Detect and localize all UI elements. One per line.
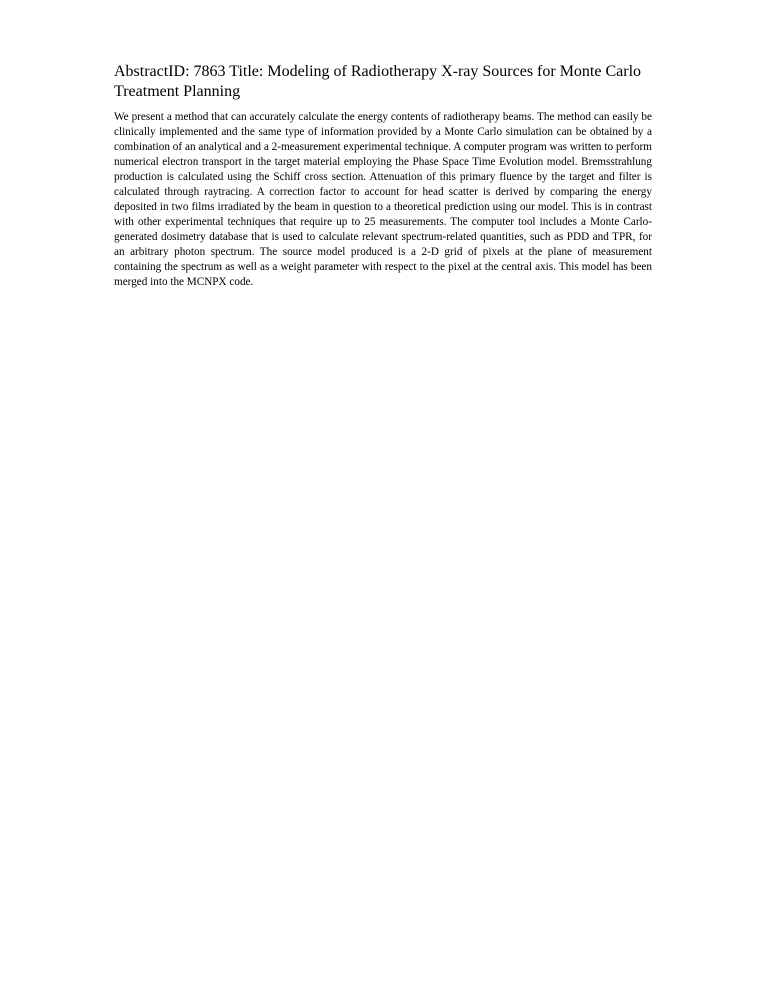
document-page bbox=[114, 62, 652, 290]
document-title: AbstractID: 7863 Title: Modeling of Radiotherapy X-ray Sources for Monte Carlo Treatment Planning bbox=[114, 63, 642, 100]
abstract-paragraph: We present a method that can accurately calculate the energy contents of radiotherapy beams. The method can easily be clinically implemented and the same type of information provided by a Monte Carlo simulation can be obtained by a combination of an analytical and a 2-measurement experimental technique. A computer program was written to perform numerical electron transport in the target material employing the Phase Space Time Evolution model. Bremsstrahlung production is calculated using the Schiff cross section. Attenuation of this primary fluence by the target and filter is calculated through raytracing. A correction factor to account for head scatter is derived by comparing the energy deposited in two films irradiated by the beam in question to a theoretical prediction using our model. This is in contrast with other experimental techniques that require up to 25 measurements. The computer tool includes a Monte Carlo-generated dosimetry database that is used to calculate relevant spectrum-related quantities, such as PDD and TPR, for an arbitrary photon spectrum. The source model produced is a 2-D grid of pixels at the plane of measurement containing the spectrum as well as a weight parameter with respect to the pixel at the central axis. This model has been merged into the MCNPX code. bbox=[114, 111, 652, 288]
